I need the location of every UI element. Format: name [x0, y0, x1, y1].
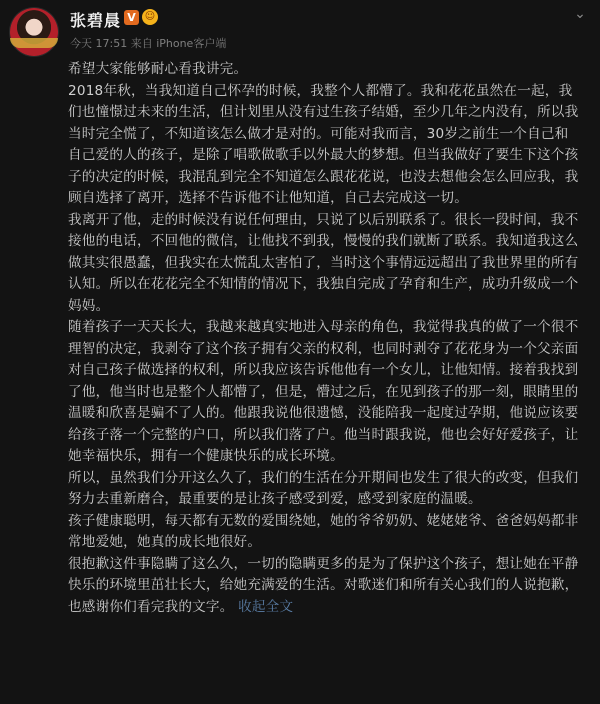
- avatar[interactable]: [10, 8, 58, 56]
- paragraph: 孩子健康聪明，每天都有无数的爱围绕她，她的爷爷奶奶、姥姥姥爷、爸爸妈妈都非常地爱她，她真的成长地很好。: [68, 512, 579, 550]
- collapse-text-link[interactable]: 收起全文: [238, 598, 294, 615]
- paragraph: 我离开了他，走的时候没有说任何理由，只说了以后别联系了。很长一段时间，我不接他的电话，不回他的微信，让他找不到我，慢慢的我们就断了联系。我知道我这么做其实很愚蠢，但我实在太慌乱太害怕了，当时这个事情远远超出了我世界里的所有认知。所以在花花完全不知情的情况下，我独自完成了孕育和生产，成功升级成一个妈妈。: [68, 211, 579, 314]
- emoji-badge-icon: ☺: [142, 9, 158, 25]
- verified-badge-icon: V: [124, 10, 139, 25]
- post-header: [0, 0, 600, 62]
- post-body: [68, 59, 582, 618]
- paragraph: 希望大家能够耐心看我讲完。: [68, 61, 248, 77]
- post-meta: 今天 17:51 来自 iPhone客户端: [70, 37, 227, 50]
- paragraph: 所以，虽然我们分开这么久了，我们的生活在分开期间也发生了很大的改变，但我们努力去重新磨合，最重要的是让孩子感受到爱，感受到家庭的温暖。: [68, 469, 579, 507]
- paragraph-last: [68, 554, 582, 619]
- avatar-decoration: [10, 38, 58, 48]
- chevron-down-icon[interactable]: ⌄: [574, 6, 586, 22]
- paragraph: 2018年秋，当我知道自己怀孕的时候，我整个人都懵了。我和花花虽然在一起，我们也憧憬过未来的生活，但计划里从没有过生孩子结婚，至少几年之内没有，所以我当时完全慌了，不知道该怎么做才是对的。可能对我而言，30岁之前生一个自己和自己爱的人的孩子，是除了唱歌做歌手以外最大的梦想。但当我做好了要生下这个孩子的决定的时候，我混乱到完全不知道怎么跟花花说，也没去想他会怎么回应我，我顾自选择了离开，选择不告诉他不让他知道，自己去完成这一切。: [68, 82, 579, 206]
- paragraph: 随着孩子一天天长大，我越来越真实地进入母亲的角色，我觉得我真的做了一个很不理智的决定，我剥夺了这个孩子拥有父亲的权利，也同时剥夺了花花身为一个父亲面对自己孩子做选择的权利，所以我应该告诉他他有一个女儿，让他知情。接着我找到了他，他当时也是整个人都懵了，但是，懵过之后，在见到孩子的那一刻，眼睛里的温暖和欣喜是骗不了人的。他跟我说他很遗憾，没能陪我一起度过孕期，他说应该要给孩子落一个完整的户口，所以我们落了户。他当时跟我说，他也会好好爱孩子，让她幸福快乐，拥有一个健康快乐的成长环境。: [68, 319, 579, 464]
- paragraph-text: 很抱歉这件事隐瞒了这么久，一切的隐瞒更多的是为了保护这个孩子，想让她在平静快乐的环境里茁壮长大，给她充满爱的生活。对歌迷们和所有关心我们的人说抱歉，也感谢你们看完我的文字。: [68, 555, 579, 615]
- username[interactable]: 张碧晨: [70, 11, 122, 30]
